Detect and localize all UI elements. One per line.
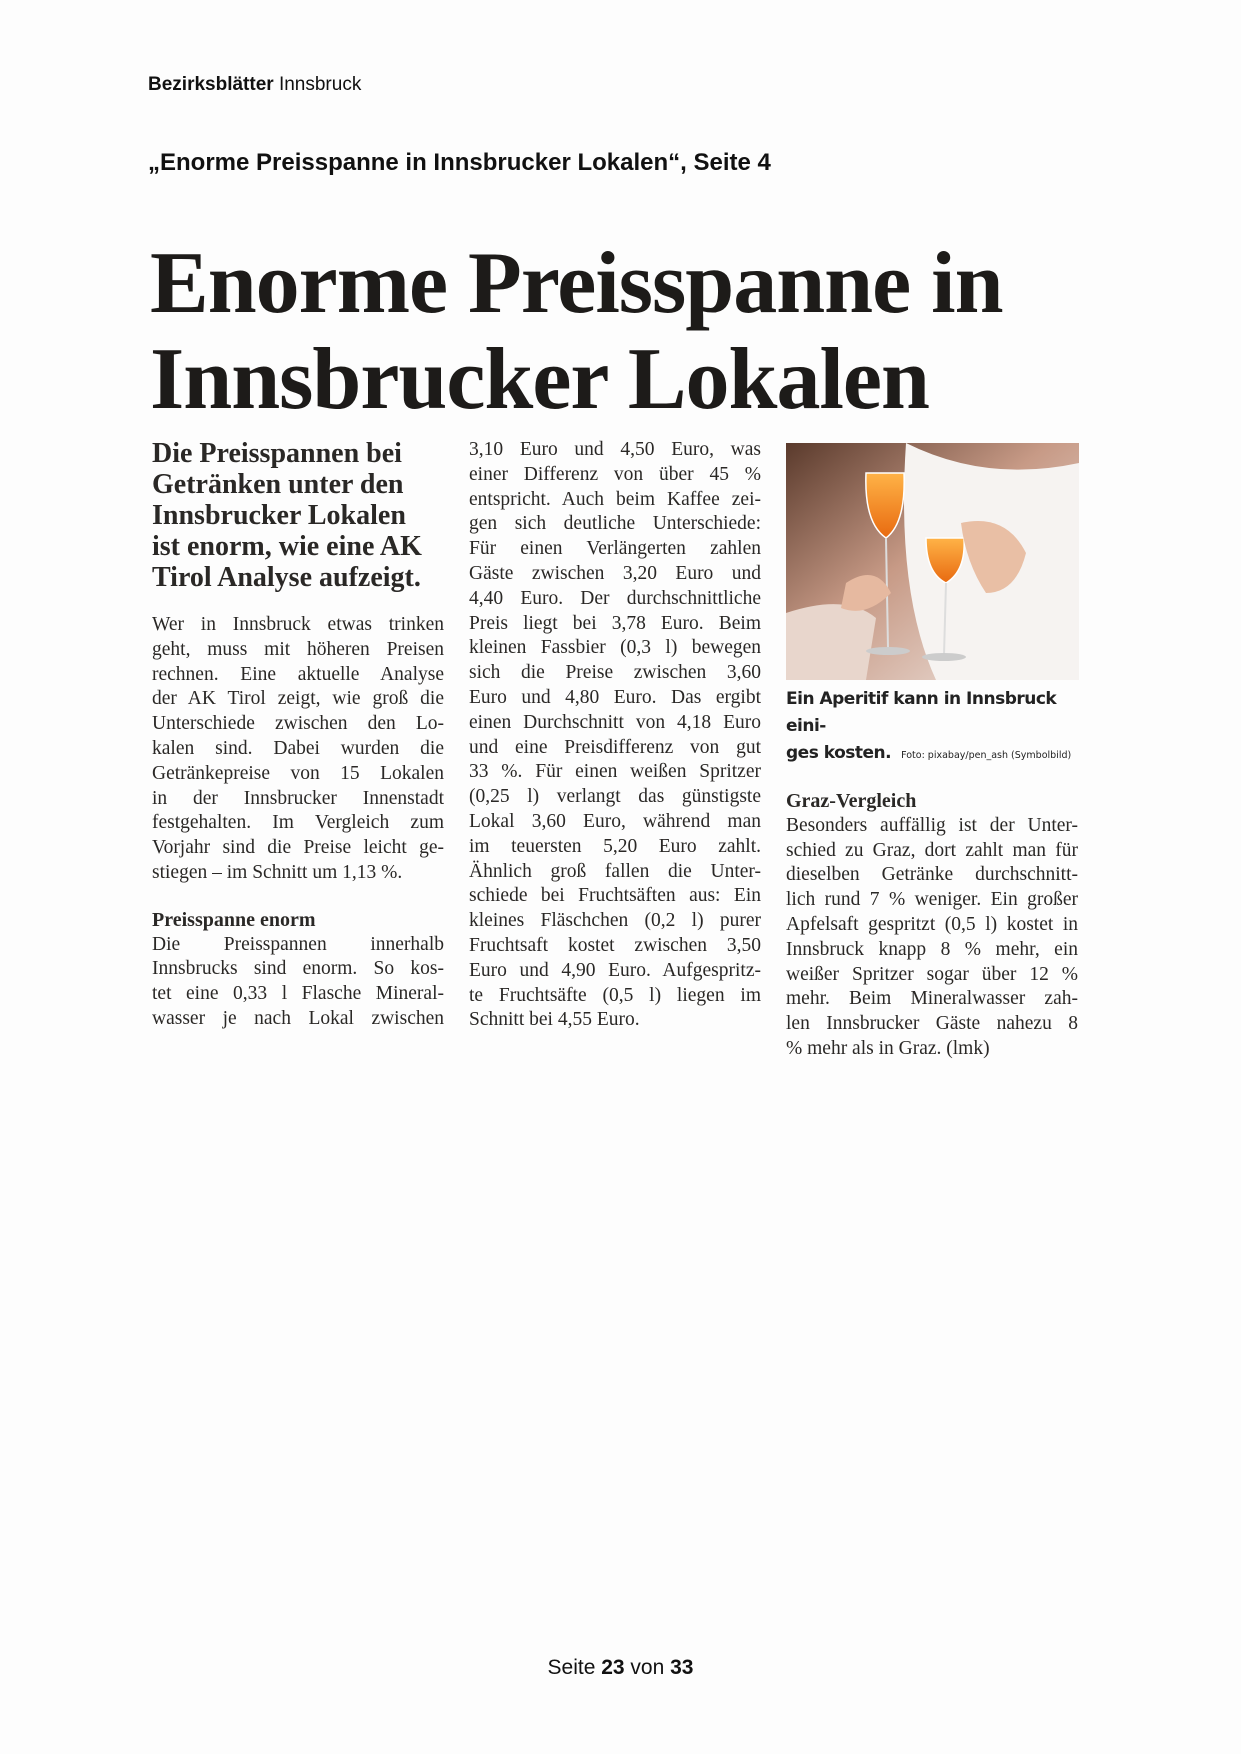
text-line: Unterschiede zwischen den Lo-: [152, 713, 444, 735]
text-line: 33 %. Für einen weißen Spritzer: [469, 761, 761, 783]
text-line: Euro und 4,80 Euro. Das ergibt: [469, 686, 761, 708]
page-footer: [0, 1656, 1241, 1680]
photo-credit: Foto: pixabay/pen_ash (Symbolbild): [901, 750, 1072, 761]
text-line: Fruchtsaft kostet zwischen 3,50: [469, 934, 761, 956]
text-line: lich rund 7 % weniger. Ein großer: [786, 889, 1078, 911]
footer-label: Seite: [547, 1656, 602, 1679]
caption-line: ges kosten.: [786, 743, 892, 763]
footer-label: von: [624, 1656, 671, 1679]
text-line: Getränkepreise von 15 Lokalen: [152, 762, 444, 784]
publication-city: Innsbruck: [273, 74, 362, 95]
text-line: entspricht. Auch beim Kaffee zei-: [469, 488, 761, 510]
text-line: sich die Preise zwischen 3,60: [469, 662, 761, 684]
article: [150, 235, 1110, 1059]
text-line: len Innsbrucker Gäste nahezu 8: [786, 1013, 1078, 1035]
article-columns: [150, 438, 1110, 1059]
photo-caption: [786, 686, 1078, 767]
text-line: Getränken unter den: [152, 469, 404, 500]
aperitif-photo: [786, 443, 1079, 680]
text-line: Preis liegt bei 3,78 Euro. Beim: [469, 612, 761, 634]
text-line: stiegen – im Schnitt um 1,13 %.: [152, 861, 403, 883]
column-1: [152, 438, 444, 1032]
text-line: kalen sind. Dabei wurden die: [152, 737, 444, 759]
text-line: im teuersten 5,20 Euro zahlt.: [469, 835, 761, 857]
text-line: festgehalten. Im Vergleich zum: [152, 812, 444, 834]
lede: [152, 438, 444, 593]
text-line: geht, muss mit höheren Preisen: [152, 638, 444, 660]
text-line: wasser je nach Lokal zwischen: [152, 1007, 444, 1029]
text-line: 4,40 Euro. Der durchschnittliche: [469, 587, 761, 609]
text-line: dieselben Getränke durchschnitt-: [786, 864, 1078, 886]
text-line: Tirol Analyse aufzeigt.: [152, 562, 421, 593]
text-line: (0,25 l) verlangt das günstigste: [469, 786, 761, 808]
total-pages: 33: [670, 1656, 694, 1679]
text-line: ist enorm, wie eine AK: [152, 531, 422, 562]
text-line: schied zu Graz, dort zahlt man für: [786, 839, 1078, 861]
text-line: Die Preisspannen bei: [152, 438, 402, 469]
text-line: Gäste zwischen 3,20 Euro und: [469, 562, 761, 584]
publication-header: [148, 74, 361, 96]
text-line: Für einen Verlängerten zahlen: [469, 538, 761, 560]
text-line: mehr. Beim Mineralwasser zah-: [786, 988, 1078, 1010]
text-line: Schnitt bei 4,55 Euro.: [469, 1009, 640, 1031]
text-line: Innsbrucker Lokalen: [152, 500, 406, 531]
column-3: [786, 438, 1078, 1062]
text-line: Apfelsaft gespritzt (0,5 l) kostet in: [786, 913, 1078, 935]
article-reference: „Enorme Preisspanne in Innsbrucker Lokalen“, Seite 4: [148, 149, 771, 176]
paragraph: [469, 438, 761, 1033]
text-line: Besonders auffällig ist der Unter-: [786, 814, 1078, 836]
paragraph: [152, 613, 444, 886]
text-line: te Fruchtsäfte (0,5 l) liegen im: [469, 984, 761, 1006]
paragraph: [786, 814, 1078, 1062]
text-line: kleinen Fassbier (0,3 l) bewegen: [469, 637, 761, 659]
text-line: Innsbrucks sind enorm. So kos-: [152, 958, 444, 980]
text-line: weißer Spritzer sogar über 12 %: [786, 963, 1078, 985]
text-line: und eine Preisdifferenz von gut: [469, 736, 761, 758]
text-line: Euro und 4,90 Euro. Aufgespritz-: [469, 959, 761, 981]
text-line: gen sich deutliche Unterschiede:: [469, 513, 761, 535]
publication-name: Bezirksblätter: [148, 74, 274, 95]
text-line: 3,10 Euro und 4,50 Euro, was: [469, 439, 761, 460]
column-2: [469, 438, 761, 1033]
subheading: Preisspanne enorm: [152, 908, 316, 931]
text-line: rechnen. Eine aktuelle Analyse: [152, 663, 444, 685]
text-line: einer Differenz von über 45 %: [469, 463, 761, 485]
caption-line: Ein Aperitif kann in Innsbruck eini-: [786, 689, 1057, 736]
text-line: kleines Fläschchen (0,2 l) purer: [469, 910, 761, 932]
text-line: Innsbruck knapp 8 % mehr, ein: [786, 938, 1078, 960]
text-line: der AK Tirol zeigt, wie groß die: [152, 688, 444, 710]
text-line: Ähnlich groß fallen die Unter-: [469, 860, 761, 882]
text-line: tet eine 0,33 l Flasche Mineral-: [152, 983, 444, 1005]
subheading: Graz-Vergleich: [786, 790, 917, 812]
text-line: Die Preisspannen innerhalb: [152, 933, 444, 955]
text-line: Wer in Innsbruck etwas trinken: [152, 614, 444, 635]
headline: Enorme Preisspanne in Innsbrucker Lokalen: [150, 235, 1003, 428]
text-line: einen Durchschnitt von 4,18 Euro: [469, 711, 761, 733]
text-line: Lokal 3,60 Euro, während man: [469, 810, 761, 832]
paragraph: [152, 933, 444, 1032]
text-line: Vorjahr sind die Preise leicht ge-: [152, 837, 444, 859]
text-line: schiede bei Fruchtsäften aus: Ein: [469, 885, 761, 907]
text-line: in der Innsbrucker Innenstadt: [152, 787, 444, 809]
current-page: 23: [601, 1656, 625, 1679]
text-line: % mehr als in Graz. (lmk): [786, 1037, 990, 1059]
